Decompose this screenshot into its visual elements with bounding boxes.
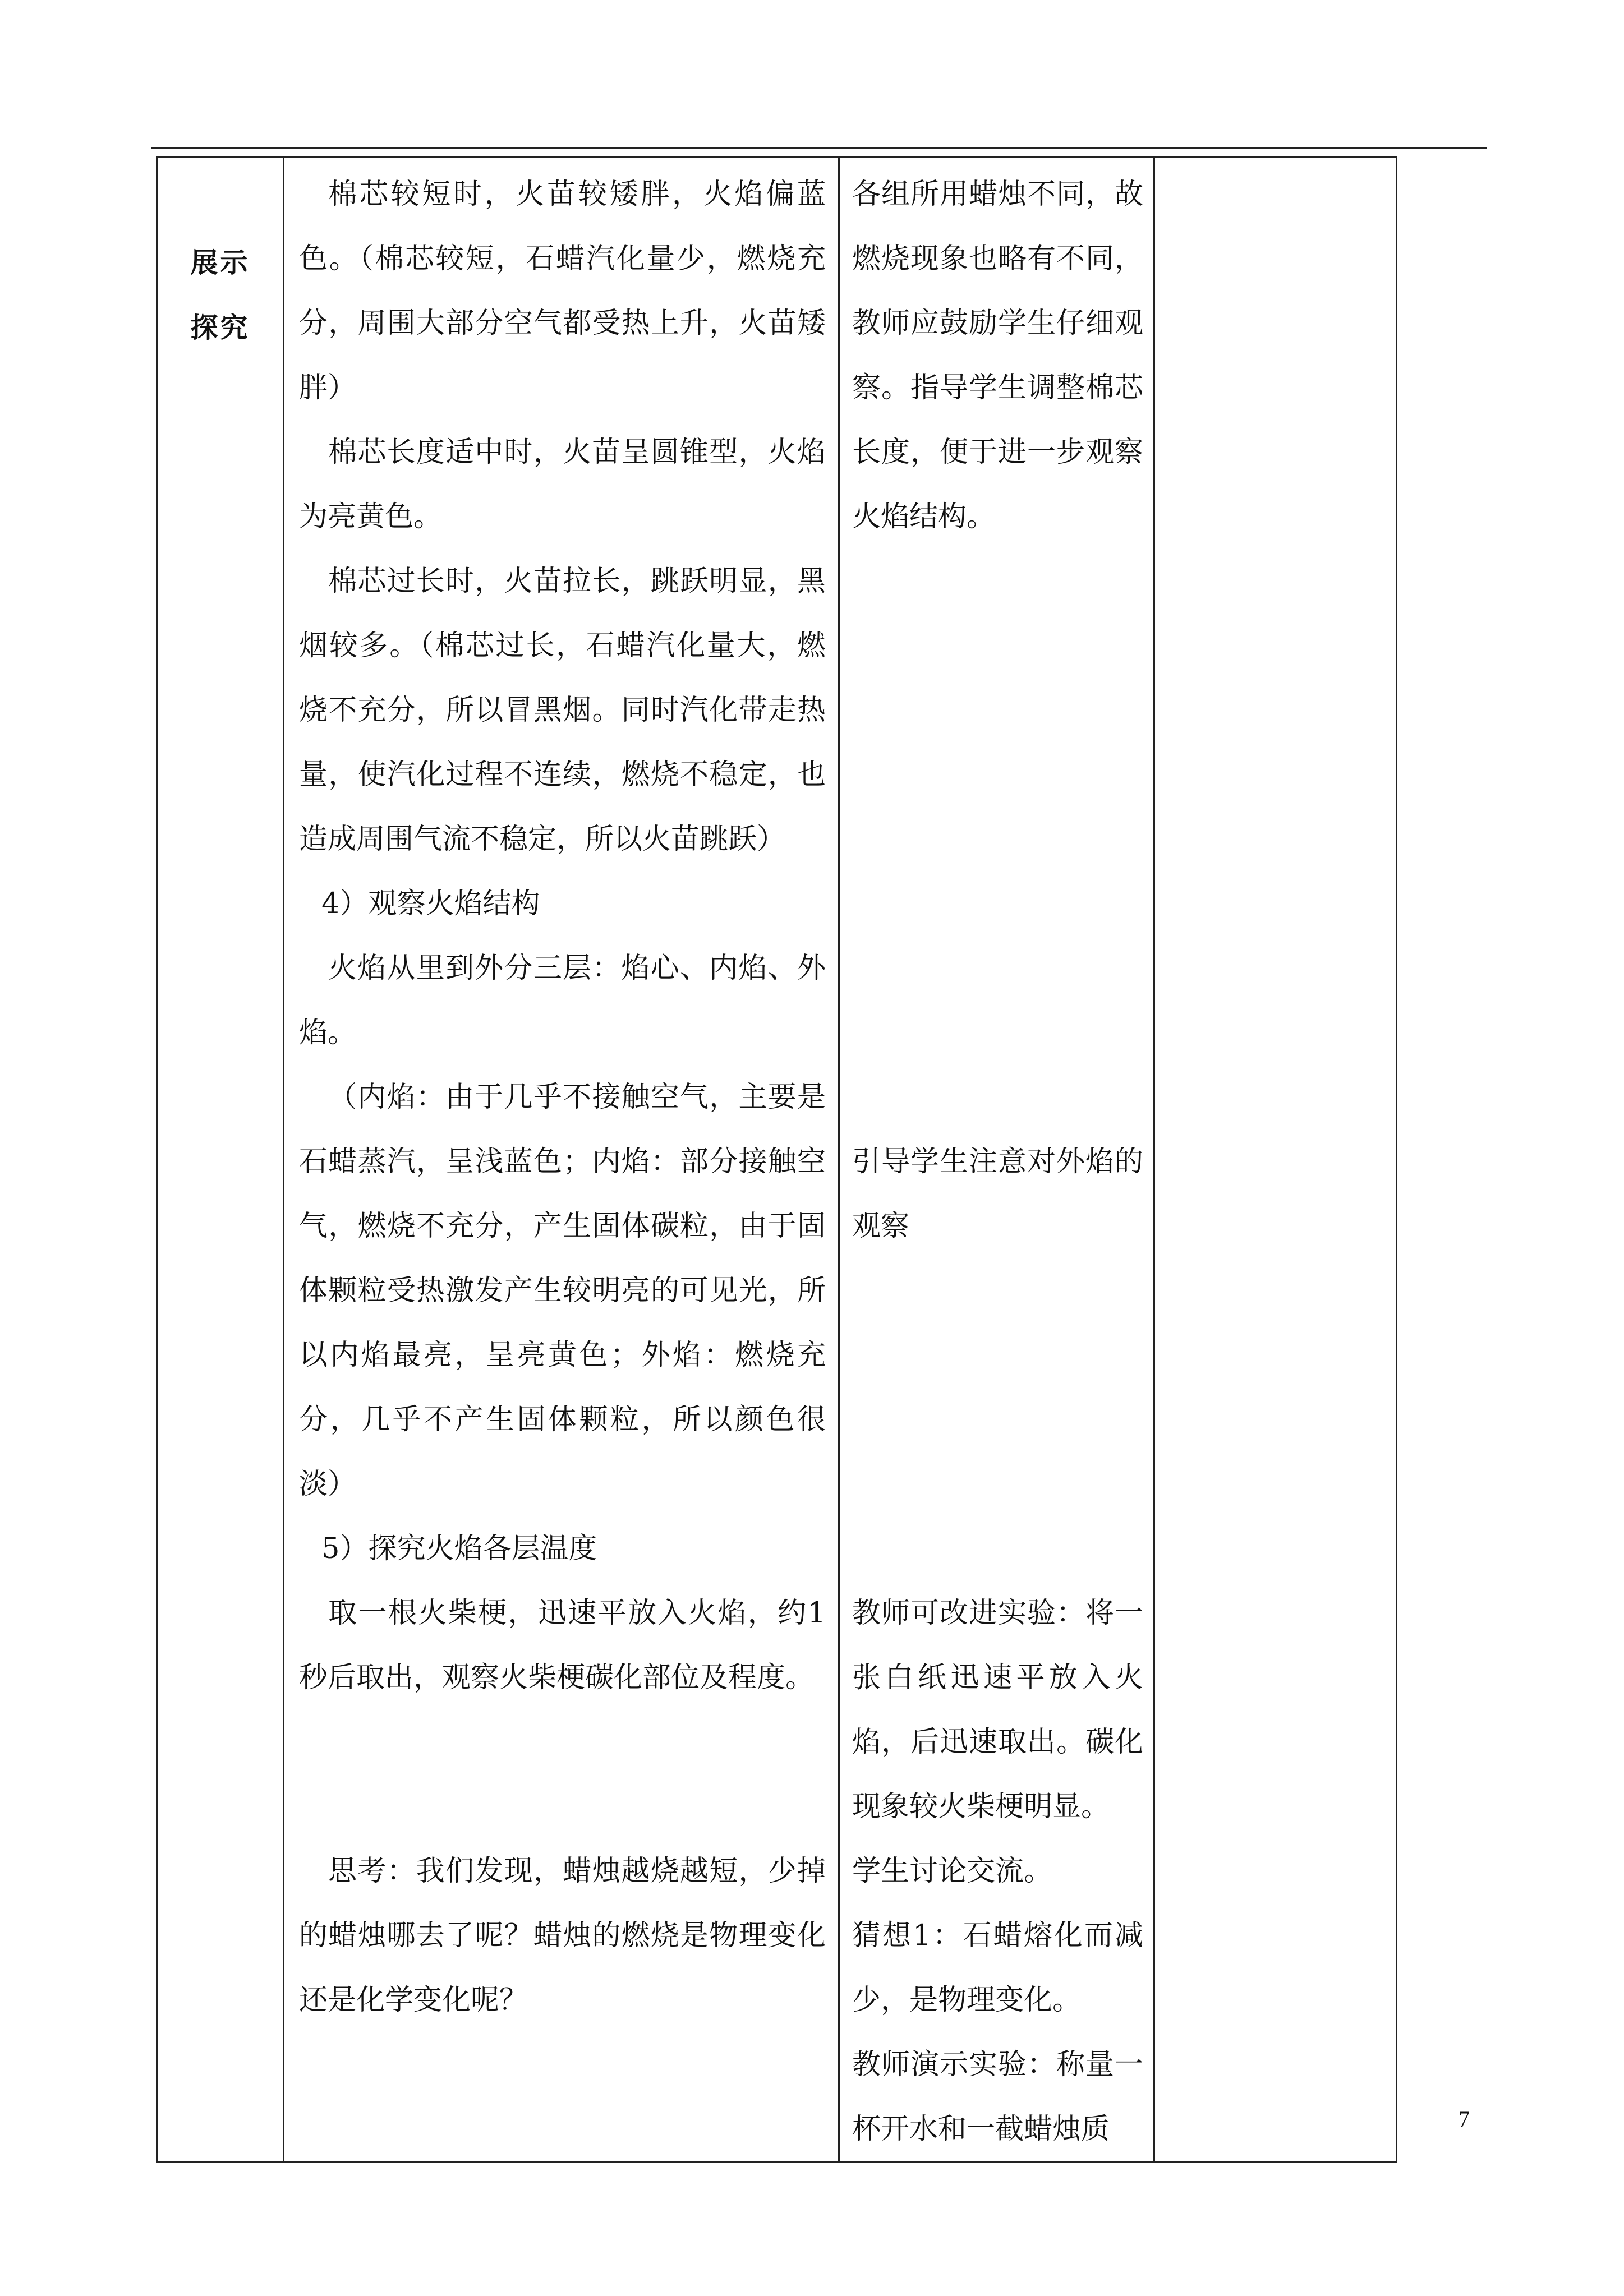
lesson-plan-table [156,156,1397,2163]
page-number: 7 [1459,2106,1470,2132]
content-paragraph-medium-wick: 棉芯长度适中时，火苗呈圆锥型，火焰为亮黄色。 [299,436,826,533]
content-heading-flame-structure: 4）观察火焰结构 [321,887,540,920]
header-rule [151,147,1487,149]
note-teacher-demo: 教师演示实验：称量一杯开水和一截蜡烛质 [852,2048,1143,2146]
content-heading-flame-temperature: 5）探究火焰各层温度 [321,1532,597,1565]
note-observe-wick: 各组所用蜡烛不同，故燃烧现象也略有不同，教师应鼓励学生仔细观察。指导学生调整棉芯长度，便于进一步观察火焰结构。 [852,178,1143,533]
note-outer-flame: 引导学生注意对外焰的观察 [852,1145,1143,1243]
note-hypothesis-1: 猜想1：石蜡熔化而减少，是物理变化。 [852,1919,1143,2017]
teaching-content-cell [284,157,839,2163]
content-paragraph-layer-explanation: （内焰：由于几乎不接触空气，主要是石蜡蒸汽，呈浅蓝色；内焰：部分接触空气，燃烧不充分，产生固体碳粒，由于固体颗粒受热激发产生较明亮的可见光，所以内焰最亮，呈亮黄色；外焰：燃烧充分，几乎不产生固体颗粒，所以颜色很淡） [299,1081,826,1501]
content-paragraph-long-wick: 棉芯过长时，火苗拉长，跳跃明显，黑烟较多。（棉芯过长，石蜡汽化量大，燃烧不充分，所以冒黑烟。同时汽化带走热量，使汽化过程不连续，燃烧不稳定，也造成周围气流不稳定，所以火苗跳跃） [299,565,826,856]
stage-label-cell [157,157,284,2163]
content-paragraph-short-wick: 棉芯较短时，火苗较矮胖，火焰偏蓝色。（棉芯较短，石蜡汽化量少，燃烧充分，周围大部分空气都受热上升，火苗矮胖） [299,178,826,404]
stage-label-line1: 展示 [190,247,250,279]
table-row [157,157,1397,2163]
remarks-cell [1154,157,1397,2163]
stage-label [158,230,283,361]
stage-label-line2: 探究 [190,312,250,344]
note-student-discussion: 学生讨论交流。 [852,1855,1053,1888]
content-paragraph-flame-layers: 火焰从里到外分三层：焰心、内焰、外焰。 [299,952,826,1049]
teacher-notes-cell [839,157,1154,2163]
content-paragraph-match-test: 取一根火柴梗，迅速平放入火焰，约1秒后取出，观察火柴梗碳化部位及程度。 [299,1597,826,1694]
content-paragraph-thinking-question: 思考：我们发现，蜡烛越烧越短，少掉的蜡烛哪去了呢？蜡烛的燃烧是物理变化还是化学变化呢？ [299,1855,826,2017]
note-paper-experiment: 教师可改进实验：将一张白纸迅速平放入火焰，后迅速取出。碳化现象较火柴梗明显。 [852,1597,1143,1823]
